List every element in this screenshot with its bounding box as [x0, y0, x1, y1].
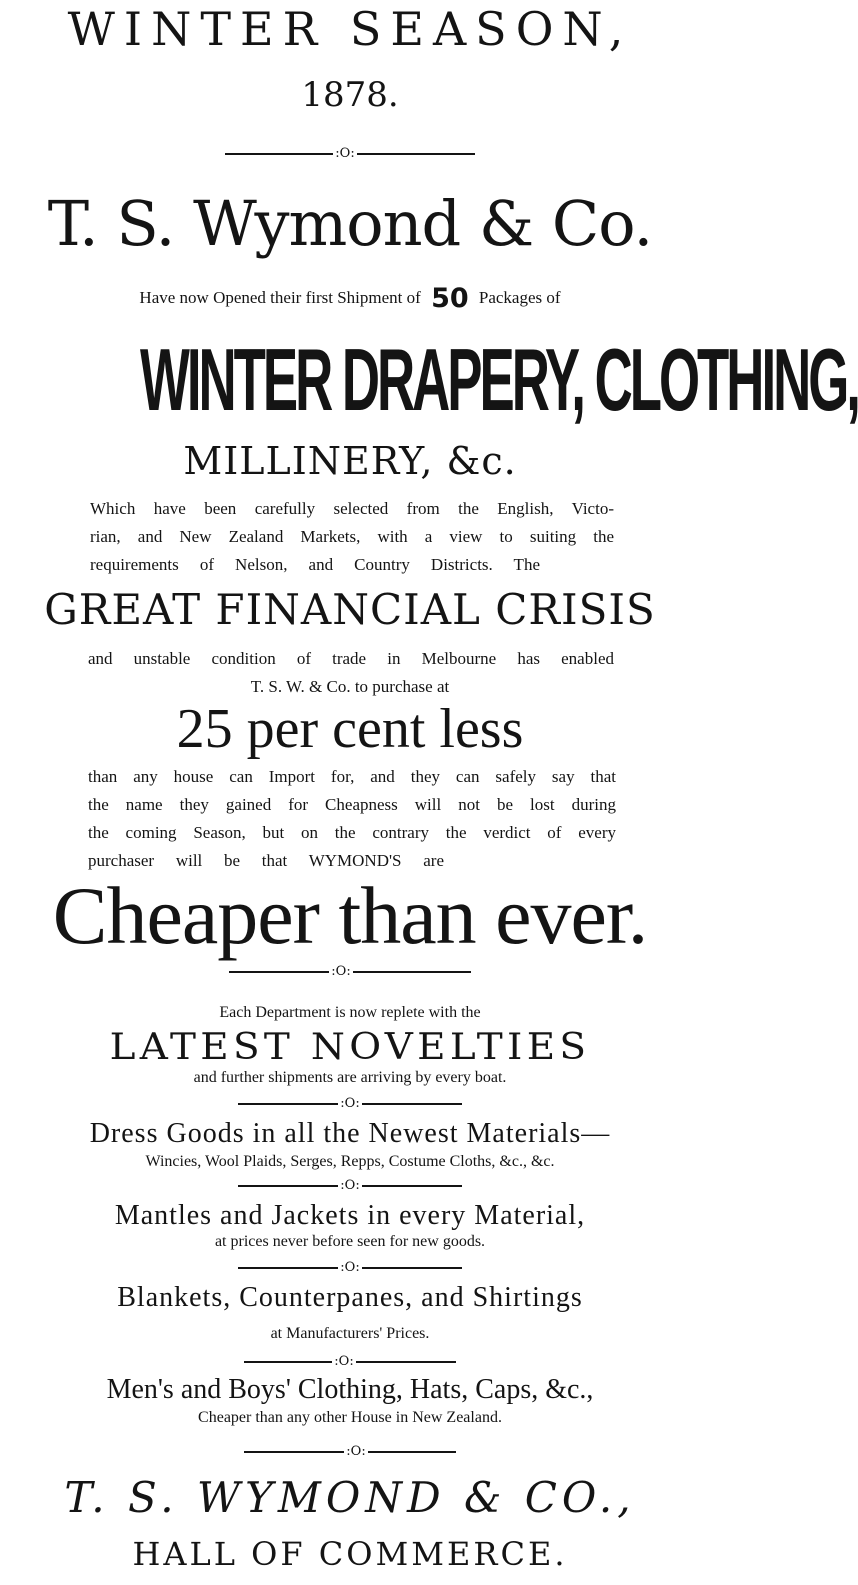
- department-detail: Wincies, Wool Plaids, Serges, Repps, Costume Cloths, &c., &c.: [145, 1153, 555, 1170]
- department-title: Dress Goods in all the Newest Materials—: [89, 1118, 611, 1149]
- novelties-intro: Each Department is now replete with the: [219, 1004, 481, 1021]
- novelties-outro: and further shipments are arriving by every boat.: [193, 1069, 507, 1086]
- footer-place: HALL OF COMMERCE.: [132, 1535, 568, 1573]
- novelties-headline: LATEST NOVELTIES: [109, 1027, 591, 1068]
- department-detail: at prices never before seen for new goods.: [214, 1233, 486, 1250]
- cheaper-headline: Cheaper than ever.: [52, 870, 648, 961]
- shipment-outro: Packages of: [478, 288, 561, 307]
- divider: [0, 144, 700, 164]
- body-line: purchaser will be that WYMOND'S are: [88, 851, 444, 870]
- divider-mark: :O:: [340, 1260, 360, 1275]
- divider: [0, 1352, 700, 1372]
- body-line: rian, and New Zealand Markets, with a view to suiting the: [90, 527, 614, 546]
- package-count: 50: [431, 283, 469, 314]
- department-title: Blankets, Counterpanes, and Shirtings: [117, 1282, 583, 1313]
- crisis-line: T. S. W. & Co. to purchase at: [250, 677, 450, 696]
- shipment-intro: Have now Opened their first Shipment of: [139, 288, 421, 307]
- season-heading: WINTER SEASON,: [67, 2, 633, 56]
- department-title: Mantles and Jackets in every Material,: [114, 1200, 586, 1231]
- firm-name: T. S. Wymond & Co.: [47, 187, 653, 260]
- divider-mark: :O:: [340, 1178, 360, 1193]
- body-line: the name they gained for Cheapness will not be lost during: [88, 795, 616, 814]
- body-line: the coming Season, but on the contrary the verdict of every: [88, 823, 616, 842]
- body-line: requirements of Nelson, and Country Districts. The: [90, 555, 540, 574]
- department-detail: at Manufacturers' Prices.: [270, 1325, 430, 1342]
- divider: [0, 1176, 700, 1196]
- crisis-headline: GREAT FINANCIAL CRISIS: [44, 585, 656, 634]
- divider: [0, 1442, 700, 1462]
- department-title: Men's and Boys' Clothing, Hats, Caps, &c.,: [106, 1374, 594, 1405]
- footer-firm: T. S. WYMOND & CO.,: [64, 1473, 636, 1522]
- divider: [0, 962, 700, 982]
- divider-mark: :O:: [331, 964, 351, 979]
- divider: [0, 1094, 700, 1114]
- divider-mark: :O:: [334, 1354, 354, 1369]
- crisis-line: and unstable condition of trade in Melbourne has enabled: [88, 649, 614, 668]
- divider-mark: :O:: [346, 1444, 366, 1459]
- department-detail: Cheaper than any other House in New Zealand.: [198, 1409, 502, 1426]
- body-line: than any house can Import for, and they can safely say that: [88, 767, 616, 786]
- divider-mark: :O:: [340, 1096, 360, 1111]
- divider-mark: :O:: [335, 146, 355, 161]
- body-line: Which have been carefully selected from the English, Victo-: [90, 499, 614, 518]
- goods-subheadline: MILLINERY, &c.: [183, 439, 517, 483]
- shipment-line: [0, 284, 700, 313]
- goods-headline: WINTER DRAPERY, CLOTHING,: [139, 330, 858, 429]
- discount-headline: 25 per cent less: [176, 698, 524, 760]
- divider: [0, 1258, 700, 1278]
- year-heading: 1878.: [301, 75, 399, 115]
